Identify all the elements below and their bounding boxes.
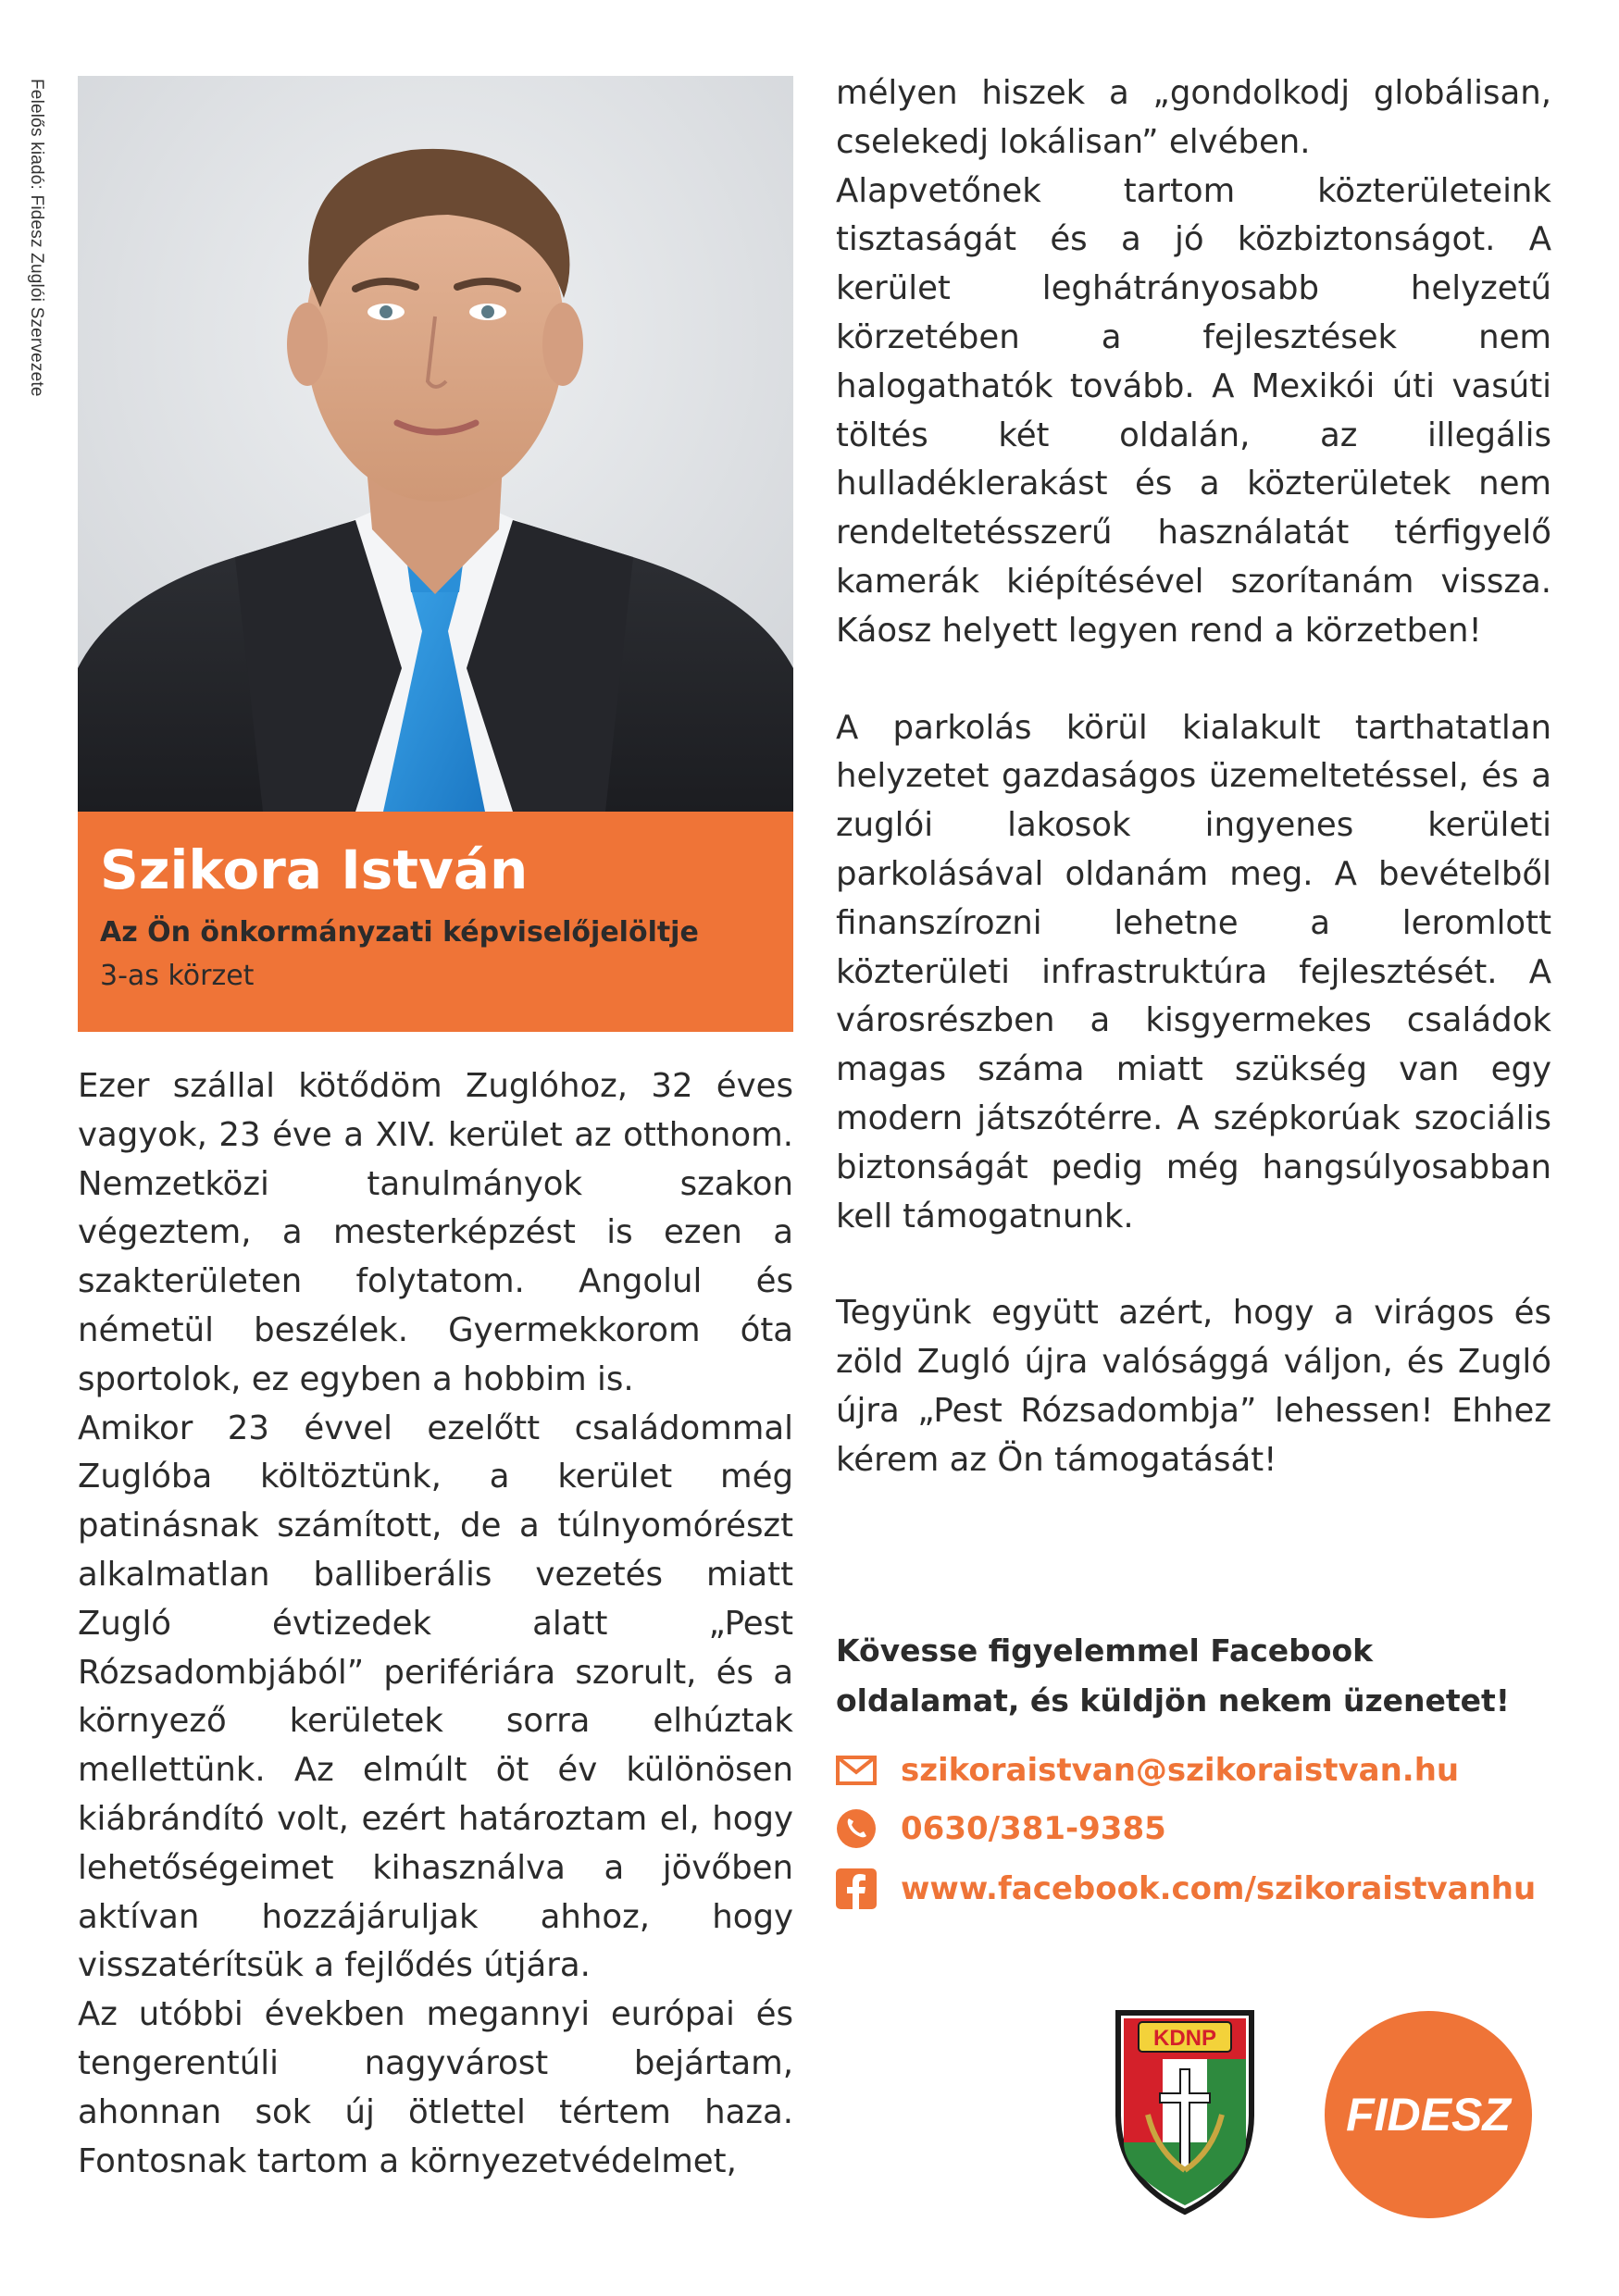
fidesz-logo-text: FIDESZ bbox=[1346, 2089, 1511, 2141]
publisher-note: Felelős kiadó: Fidesz Zuglói Szervezete bbox=[27, 79, 46, 397]
paragraph: Az utóbbi években megannyi európai és tengerentúli nagyvárost bejártam, ahonnan sok új ötlettel tértem haza. Fontosnak tartom a környezetvédelmet, bbox=[78, 1995, 793, 2180]
paragraph: mélyen hiszek a „gondolkodj globálisan, cselekedj lokálisan” elvében. bbox=[836, 74, 1551, 161]
phone-icon bbox=[836, 1808, 877, 1849]
paragraph: A parkolás körül kialakult tarthatatlan helyzetet gazdaságos üzemeltetéssel, és a zuglói lakosok ingyenes kerületi parkolásával oldanám meg. A bevételből finanszírozni lehetne a leromlott közterületi infrastruktúra fejlesztését. A városrészben a kisgyermekes családok magas száma miatt szükség van egy modern játszótérre. A szépkorúak szociális biztonságát pedig még hangsúlyosabban kell támogatnunk. bbox=[836, 708, 1551, 1235]
paragraph: Ezer szállal kötődöm Zuglóhoz, 32 éves vagyok, 23 éve a XIV. kerület az otthonom. Nemzetközi tanulmányok szakon végeztem, a mesterképzést is ezen a szakterületen folytatom. Angolul és németül beszélek. Gyermekkorom óta sportolok, ez egyben a hobbim is. bbox=[78, 1067, 793, 1398]
cta-line: oldalamat, és küldjön nekem üzenetet! bbox=[836, 1682, 1510, 1719]
paragraph: Tegyünk együtt azért, hogy a virágos és zöld Zugló újra valósággá váljon, és Zugló újra „Pest Rózsadombja” lehessen! Ehhez kérem az Ön támogatását! bbox=[836, 1294, 1551, 1479]
contact-email[interactable] bbox=[836, 1747, 1551, 1793]
kdnp-logo-text: KDNP bbox=[1152, 2026, 1217, 2051]
email-icon bbox=[836, 1750, 877, 1791]
cta-line: Kövesse figyelemmel Facebook bbox=[836, 1632, 1374, 1669]
candidate-role: Az Ön önkormányzati képviselőjelöltje bbox=[100, 915, 699, 949]
contact-facebook[interactable] bbox=[836, 1866, 1551, 1912]
kdnp-logo bbox=[1111, 2004, 1259, 2216]
facebook-icon bbox=[836, 1868, 877, 1909]
contact-phone[interactable] bbox=[836, 1806, 1551, 1852]
call-to-action bbox=[836, 1626, 1551, 1726]
phone-link[interactable]: 0630/381-9385 bbox=[901, 1810, 1166, 1847]
email-link[interactable]: szikoraistvan@szikoraistvan.hu bbox=[901, 1752, 1460, 1789]
fidesz-logo bbox=[1322, 2008, 1535, 2221]
paragraph: Alapvetőnek tartom közterületeink tisztaságát és a jó közbiztonságot. A kerület leghátrányosabb helyzetű körzetében a fejlesztések nem halogathatók tovább. A Mexikói úti vasúti töltés két oldalán, az illegális hulladéklerakást és a közterületek nem rendeltetésszerű használatát térfigyelő kamerák kiépítésével szorítanám vissza. Káosz helyett legyen rend a körzetben! bbox=[836, 171, 1551, 650]
paragraph: Amikor 23 évvel ezelőtt családommal Zuglóba költöztünk, a kerület még patinásnak számított, de a túlnyomórészt alkalmatlan balliberális vezetés miatt Zugló évtizedek alatt „Pest Rózsadombjából” perifériára szorult, és a környező kerületek sorra elhúztak mellettünk. Az elmúlt öt év különösen kiábrándító volt, ezért határoztam el, hogy lehetőségeimet kihasználva a jövőben aktívan hozzájáruljak ahhoz, hogy visszatérítsük a fejlődés útjára. bbox=[78, 1409, 793, 1985]
candidate-name-box bbox=[78, 812, 793, 1032]
candidate-photo bbox=[78, 76, 793, 812]
left-text-column bbox=[78, 1062, 793, 2186]
candidate-district: 3-as körzet bbox=[100, 959, 255, 992]
right-text-column bbox=[836, 69, 1551, 1485]
candidate-name: Szikora István bbox=[100, 838, 529, 901]
facebook-link[interactable]: www.facebook.com/szikoraistvanhu bbox=[901, 1870, 1537, 1907]
